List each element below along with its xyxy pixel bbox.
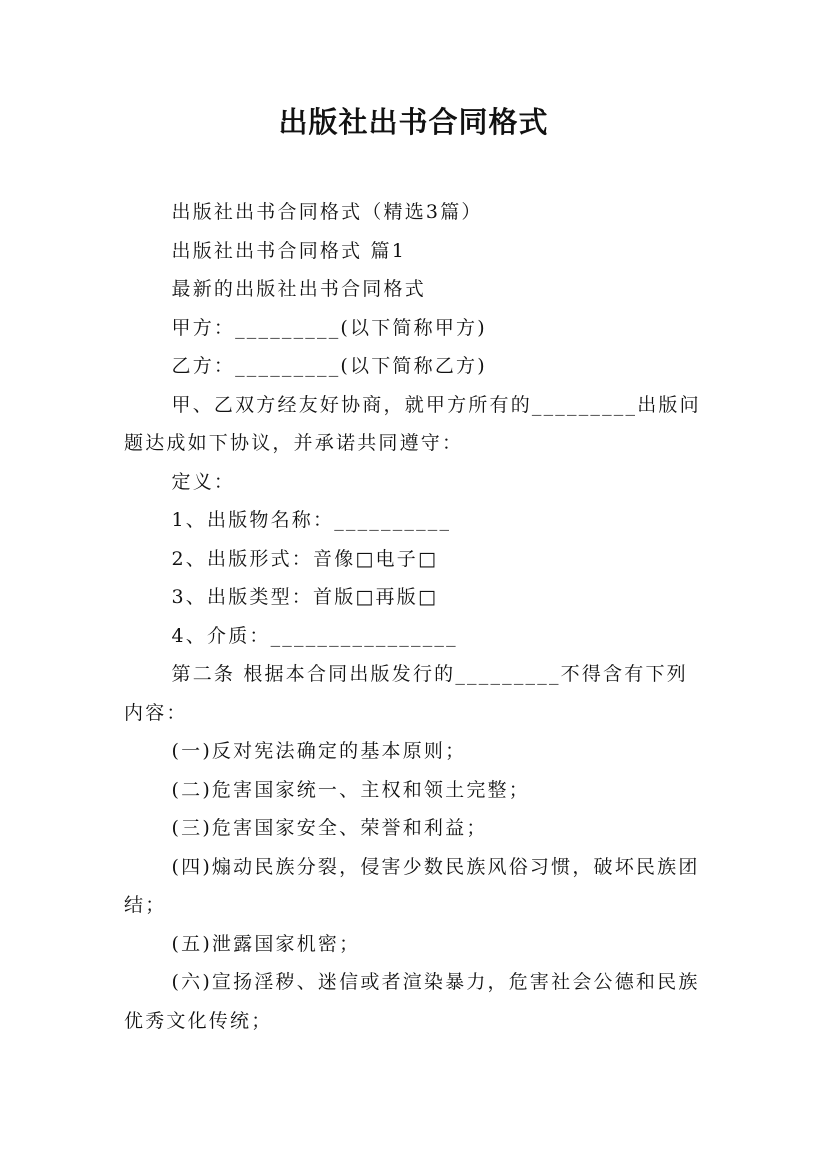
paragraph: 3、出版类型：首版□再版□	[171, 586, 439, 608]
paragraph: 乙方：_________(以下简称乙方)	[171, 355, 487, 377]
paragraph: 甲方：_________(以下简称甲方)	[171, 316, 487, 339]
paragraph: 第二条 根据本合同出版发行的_________不得含有下列内容：	[124, 663, 688, 724]
paragraph: (四)煽动民族分裂，侵害少数民族风俗习惯，破坏民族团结；	[124, 855, 700, 916]
paragraph: (一)反对宪法确定的基本原则；	[171, 740, 467, 762]
paragraph: 甲、乙双方经友好协商，就甲方所有的_________出版问题达成如下协议，并承诺共同遵守：	[124, 393, 701, 454]
paragraph: (二)危害国家统一、主权和领土完整；	[171, 778, 530, 801]
document-title: 出版社出书合同格式	[278, 105, 549, 139]
paragraph: (五)泄露国家机密；	[171, 932, 361, 955]
paragraph: 出版社出书合同格式 篇1	[171, 239, 407, 262]
paragraph: 最新的出版社出书合同格式	[171, 278, 426, 300]
paragraph: 出版社出书合同格式（精选3篇）	[171, 201, 483, 223]
paragraph: (六)宣扬淫秽、迷信或者渲染暴力，危害社会公德和民族优秀文化传统；	[124, 971, 700, 1032]
paragraph: 4、介质：________________	[171, 624, 458, 647]
paragraph: 2、出版形式：音像□电子□	[171, 547, 439, 570]
paragraph: (三)危害国家安全、荣誉和利益；	[171, 817, 488, 839]
document-body	[124, 193, 704, 1040]
paragraph: 定义：	[171, 470, 236, 493]
paragraph: 1、出版物名称：__________	[171, 509, 452, 531]
